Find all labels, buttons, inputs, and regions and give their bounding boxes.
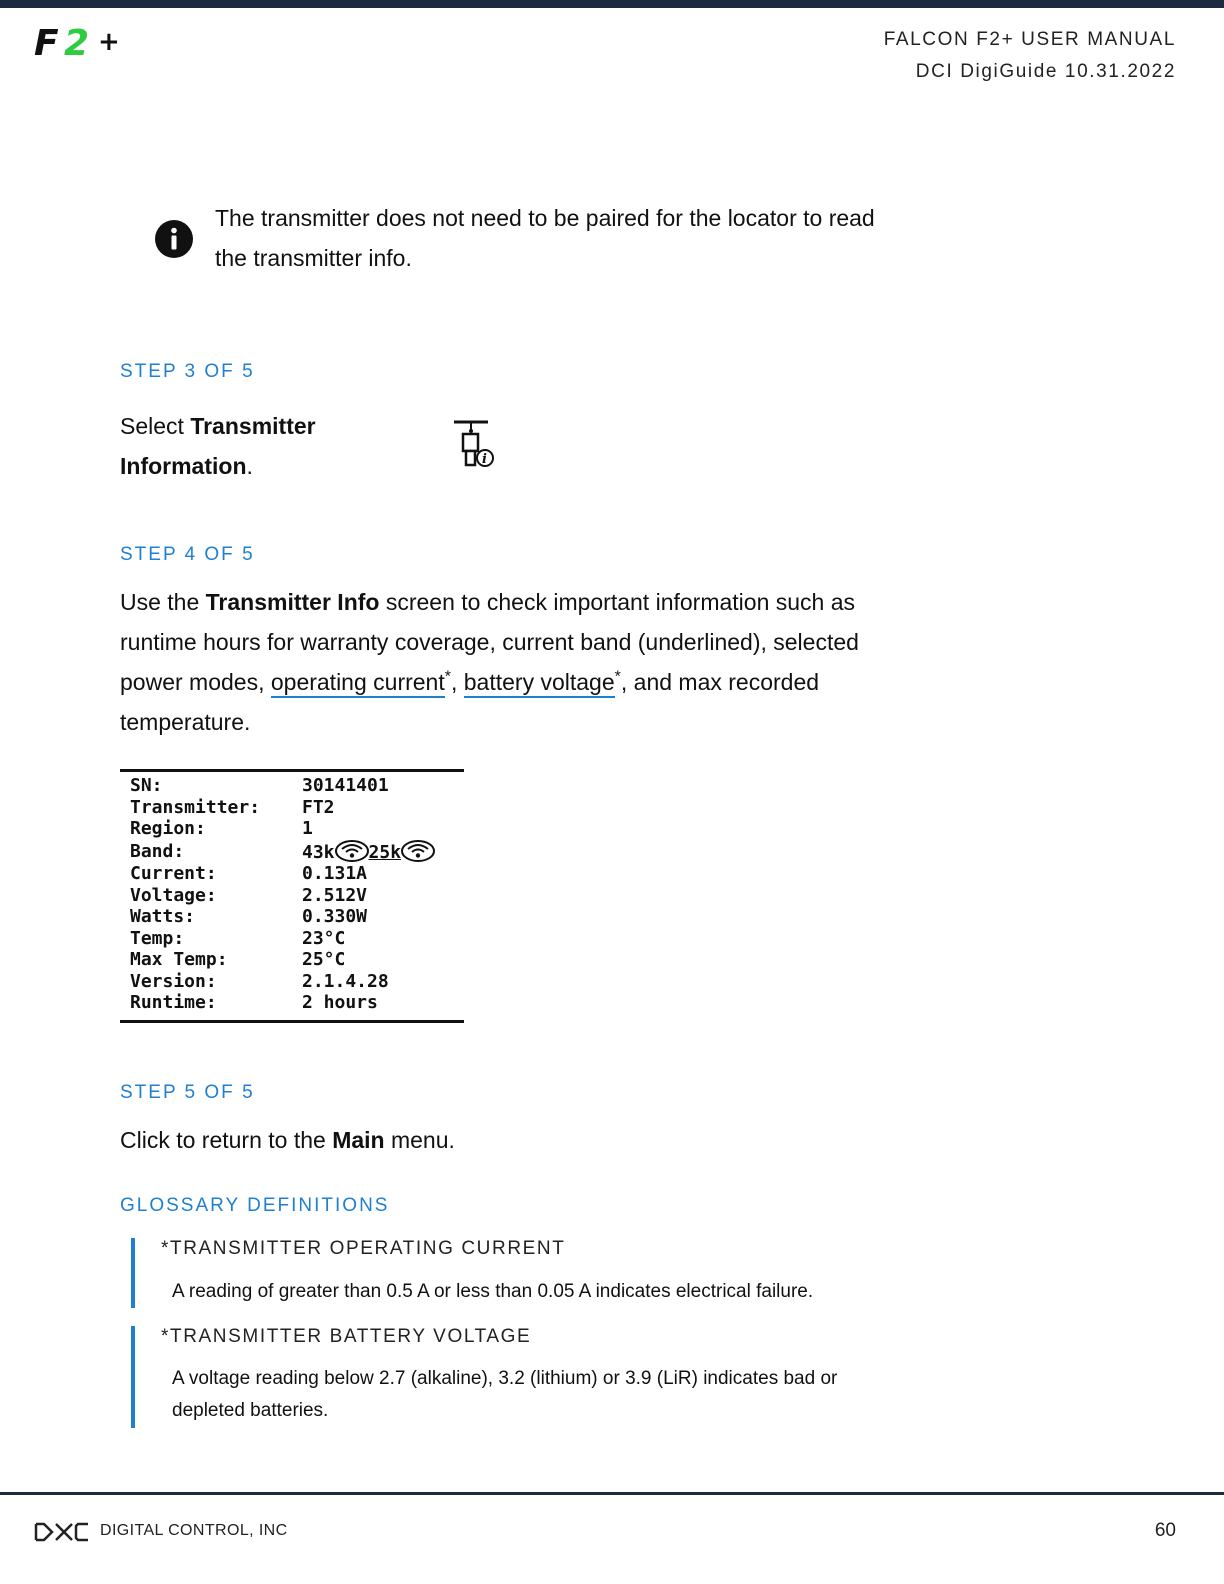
svg-text:i: i — [482, 452, 487, 467]
glossary-item-operating-current — [131, 1238, 895, 1308]
transmitter-info-table — [130, 775, 435, 1014]
footer-divider — [0, 1492, 1224, 1495]
svg-text:+: + — [98, 27, 120, 57]
transmitter-info-screen — [120, 769, 464, 1023]
glossary-title: GLOSSARY DEFINITIONS — [120, 1195, 390, 1216]
main-term: Main — [332, 1127, 385, 1153]
company-name: DIGITAL CONTROL, INC — [100, 1522, 288, 1539]
svg-text:F: F — [34, 23, 59, 62]
transmitter-info-icon — [448, 418, 500, 474]
step-4-text: Use the Transmitter Info screen to check important information such as runtime hours for warranty coverage, current band (underlined), selected power modes, operating current*, battery voltage*, and max recorded temperature. — [120, 589, 859, 735]
digiguide-version: DCI DigiGuide 10.31.2022 — [915, 61, 1176, 82]
transmitter-information-term: Transmitter Information — [120, 413, 316, 479]
svg-text:2: 2 — [64, 23, 90, 62]
step-5-label: STEP 5 OF 5 — [120, 1082, 255, 1103]
table-row: Current: 0.131A — [130, 863, 368, 884]
step-3-text: Select Transmitter Information. — [120, 413, 316, 479]
glossary-item-battery-voltage — [131, 1326, 895, 1428]
table-row: Transmitter: FT2 — [130, 796, 335, 818]
info-icon — [155, 220, 193, 258]
band-43k: 43k — [302, 841, 335, 863]
transmitter-info-term: Transmitter Info — [205, 589, 380, 615]
dci-logo — [34, 1522, 90, 1542]
table-row: Max Temp: 25°C — [130, 949, 346, 970]
table-row: Runtime: 2 hours — [130, 992, 378, 1013]
table-row: Version: 2.1.4.28 — [130, 970, 389, 992]
glossary-term: *TRANSMITTER OPERATING CURRENT — [161, 1238, 566, 1259]
step-3-label: STEP 3 OF 5 — [120, 361, 255, 382]
table-row: Voltage: 2.512V — [130, 884, 368, 906]
glossary-definition: A reading of greater than 0.5 A or less than 0.05 A indicates electrical failure. — [172, 1281, 814, 1302]
operating-current-link[interactable]: operating current — [271, 669, 445, 698]
step-4-label: STEP 4 OF 5 — [120, 544, 255, 565]
table-row: Watts: 0.330W — [130, 906, 368, 927]
table-row: SN: 30141401 — [130, 775, 389, 796]
battery-voltage-link[interactable]: battery voltage — [464, 669, 615, 698]
f2-plus-logo — [34, 22, 126, 62]
band-25k-selected: 25k — [368, 841, 402, 863]
table-row: Region: 1 — [130, 818, 313, 839]
glossary-definition: A voltage reading below 2.7 (alkaline), 3.2 (lithium) or 3.9 (LiR) indicates bad or depleted batteries. — [172, 1368, 838, 1421]
table-row: Band: 43k 25k — [130, 840, 435, 864]
manual-title: FALCON F2+ USER MANUAL — [883, 29, 1176, 50]
signal-icon — [335, 840, 369, 862]
table-row: Temp: 23°C — [130, 927, 346, 949]
page-number: 60 — [1154, 1520, 1176, 1541]
step-5-text: Click to return to the Main menu. — [120, 1127, 455, 1153]
glossary-term: *TRANSMITTER BATTERY VOLTAGE — [161, 1326, 532, 1347]
top-bar — [0, 0, 1224, 8]
info-note-text: The transmitter does not need to be paired for the locator to read the transmitter info. — [215, 205, 875, 271]
signal-icon — [401, 840, 435, 862]
header-info — [884, 24, 1176, 88]
